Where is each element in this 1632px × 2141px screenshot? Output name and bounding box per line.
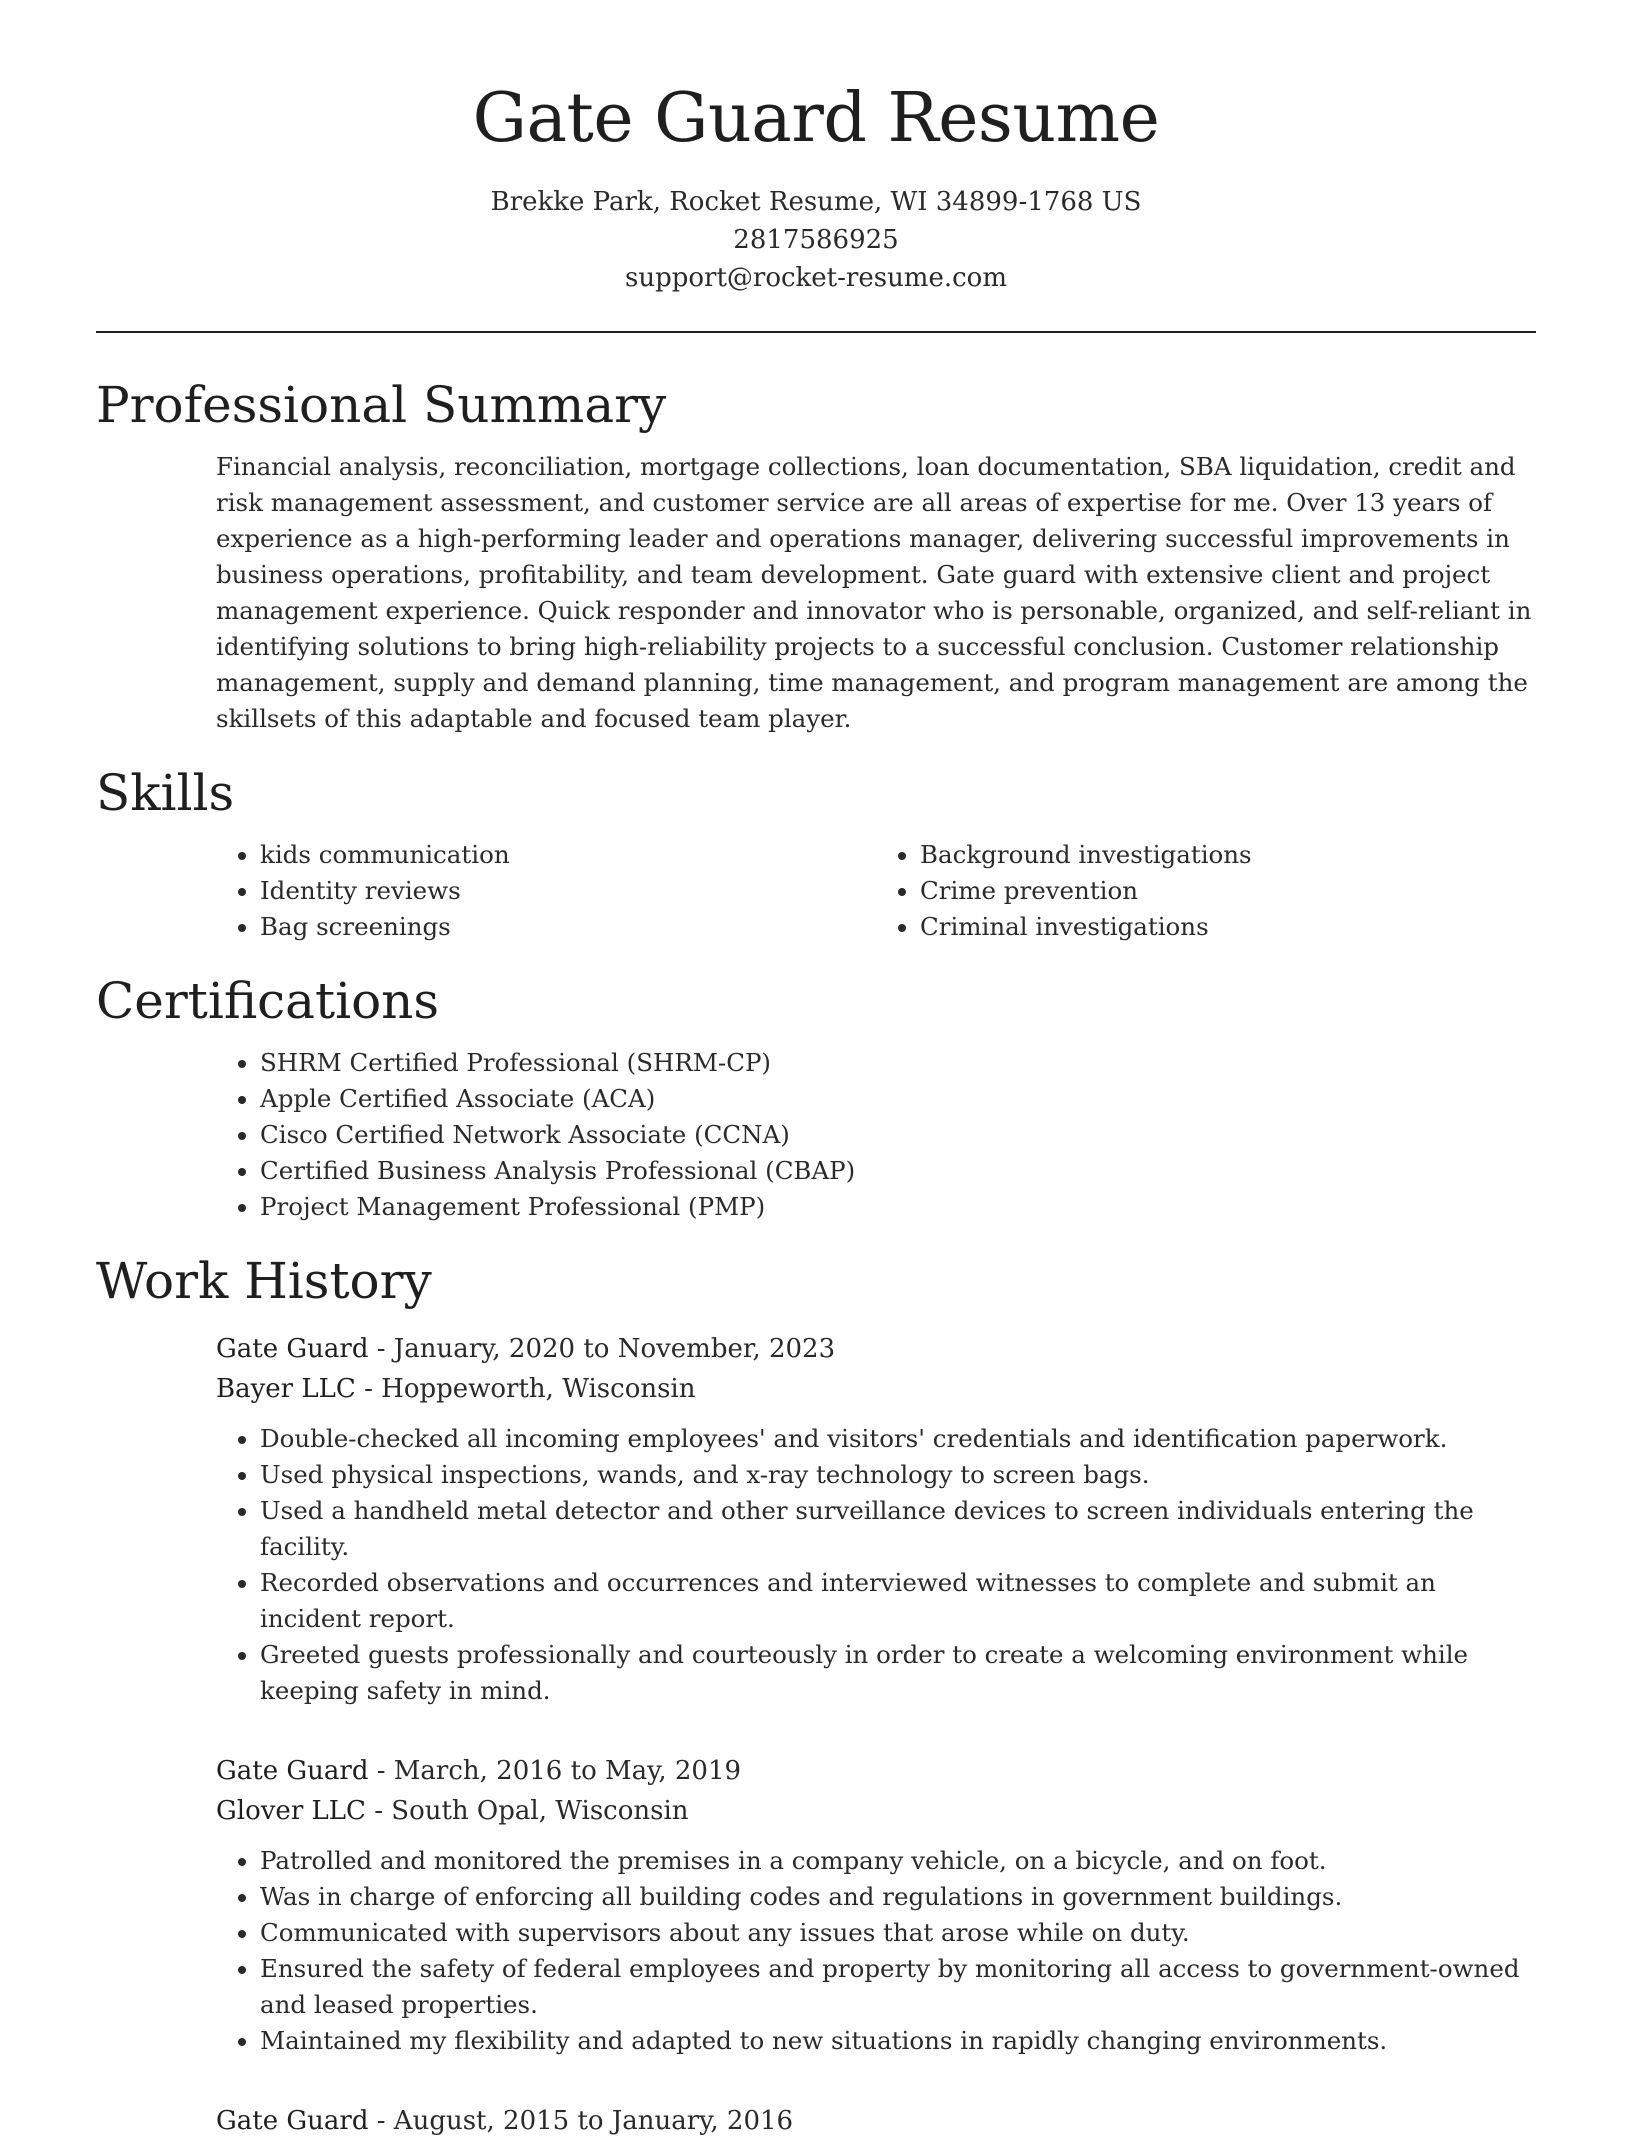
skill-item: • Bag screenings <box>260 909 876 945</box>
resume-title: Gate Guard Resume <box>472 79 1160 158</box>
skills-section <box>96 763 1536 945</box>
job-dates: January, 2020 to November, 2023 <box>393 1333 836 1364</box>
skills-grid <box>96 823 1536 945</box>
summary-text: Financial analysis, reconciliation, mortgage collections, loan documentation, SBA liquidation, credit and risk management assessment, and customer service are all areas of expertise for me. Over 13 years of experience as a high-performing leader and operations manager, delivering successful improvements in business operations, profitability, and team development. Gate guard with extensive client and project management experience. Quick responder and innovator who is personable, organized, and self-reliant in identifying solutions to bring high-reliability projects to a successful conclusion. Customer relationship management, supply and demand planning, time management, and program management are among the skillsets of this adaptable and focused team player. <box>216 451 1532 733</box>
certifications-heading: Certifications <box>96 971 440 1030</box>
skills-heading: Skills <box>96 763 235 822</box>
job-bullets <box>216 1843 1536 2059</box>
certification-item: • Cisco Certified Network Associate (CCNA) <box>260 1117 1536 1153</box>
summary-section <box>96 375 1536 737</box>
job-role: Gate Guard <box>216 1755 369 1786</box>
job-dates: March, 2016 to May, 2019 <box>393 1755 742 1786</box>
job-role: Gate Guard <box>216 1333 369 1364</box>
work-history-section <box>96 1251 1536 2141</box>
job-title-line: Gate Guard - August, 2015 to January, 2016 <box>216 2105 794 2136</box>
job-entry <box>96 1751 1536 2059</box>
certifications-section <box>96 971 1536 1225</box>
job-bullets <box>216 1421 1536 1709</box>
skill-item: • Background investigations <box>920 837 1536 873</box>
contact-address: Brekke Park, Rocket Resume, WI 34899-1768 US <box>490 186 1142 217</box>
job-role: Gate Guard <box>216 2105 369 2136</box>
job-bullet: • Maintained my flexibility and adapted to new situations in rapidly changing environments. <box>260 2023 1536 2059</box>
job-entry <box>96 1329 1536 1709</box>
job-bullet: • Recorded observations and occurrences and interviewed witnesses to complete and submit an incident report. <box>260 1565 1536 1637</box>
job-company-line: Bayer LLC - Hoppeworth, Wisconsin <box>216 1373 696 1404</box>
skill-item: • Identity reviews <box>260 873 876 909</box>
work-history-heading: Work History <box>96 1251 432 1310</box>
certifications-body <box>96 1045 1536 1225</box>
job-company: Glover LLC <box>216 1795 366 1826</box>
certifications-list <box>216 1045 1536 1225</box>
job-company: Bayer LLC <box>216 1373 356 1404</box>
skill-item: • Criminal investigations <box>920 909 1536 945</box>
skills-list-left <box>216 837 876 945</box>
job-entry <box>96 2101 1536 2141</box>
certification-item: • Project Management Professional (PMP) <box>260 1189 1536 1225</box>
skills-list-right <box>876 837 1536 945</box>
job-bullet: • Patrolled and monitored the premises in a company vehicle, on a bicycle, and on foot. <box>260 1843 1536 1879</box>
job-company-line: Glover LLC - South Opal, Wisconsin <box>216 1795 689 1826</box>
contact-phone: 2817586925 <box>733 224 899 255</box>
certification-item: • Certified Business Analysis Professional (CBAP) <box>260 1153 1536 1189</box>
job-title-line: Gate Guard - March, 2016 to May, 2019 <box>216 1755 742 1786</box>
certification-item: • SHRM Certified Professional (SHRM-CP) <box>260 1045 1536 1081</box>
resume-header <box>96 0 1536 297</box>
job-bullet: • Double-checked all incoming employees' and visitors' credentials and identification paperwork. <box>260 1421 1536 1457</box>
contact-email: support@rocket-resume.com <box>624 262 1007 293</box>
header-divider <box>96 331 1536 333</box>
job-bullet: • Greeted guests professionally and courteously in order to create a welcoming environment while keeping safety in mind. <box>260 1637 1536 1709</box>
job-bullet: • Communicated with supervisors about any issues that arose while on duty. <box>260 1915 1536 1951</box>
job-dates: August, 2015 to January, 2016 <box>393 2105 794 2136</box>
summary-heading: Professional Summary <box>96 375 667 434</box>
job-location: South Opal, Wisconsin <box>391 1795 689 1826</box>
skill-item: • kids communication <box>260 837 876 873</box>
certification-item: • Apple Certified Associate (ACA) <box>260 1081 1536 1117</box>
job-bullet: • Used physical inspections, wands, and x-ray technology to screen bags. <box>260 1457 1536 1493</box>
job-location: Hoppeworth, Wisconsin <box>381 1373 696 1404</box>
skill-item: • Crime prevention <box>920 873 1536 909</box>
job-title-line: Gate Guard - January, 2020 to November, 2023 <box>216 1333 836 1364</box>
job-bullet: • Ensured the safety of federal employees and property by monitoring all access to government-owned and leased properties. <box>260 1951 1536 2023</box>
job-bullet: • Used a handheld metal detector and other surveillance devices to screen individuals entering the facility. <box>260 1493 1536 1565</box>
job-bullet: • Was in charge of enforcing all building codes and regulations in government buildings. <box>260 1879 1536 1915</box>
